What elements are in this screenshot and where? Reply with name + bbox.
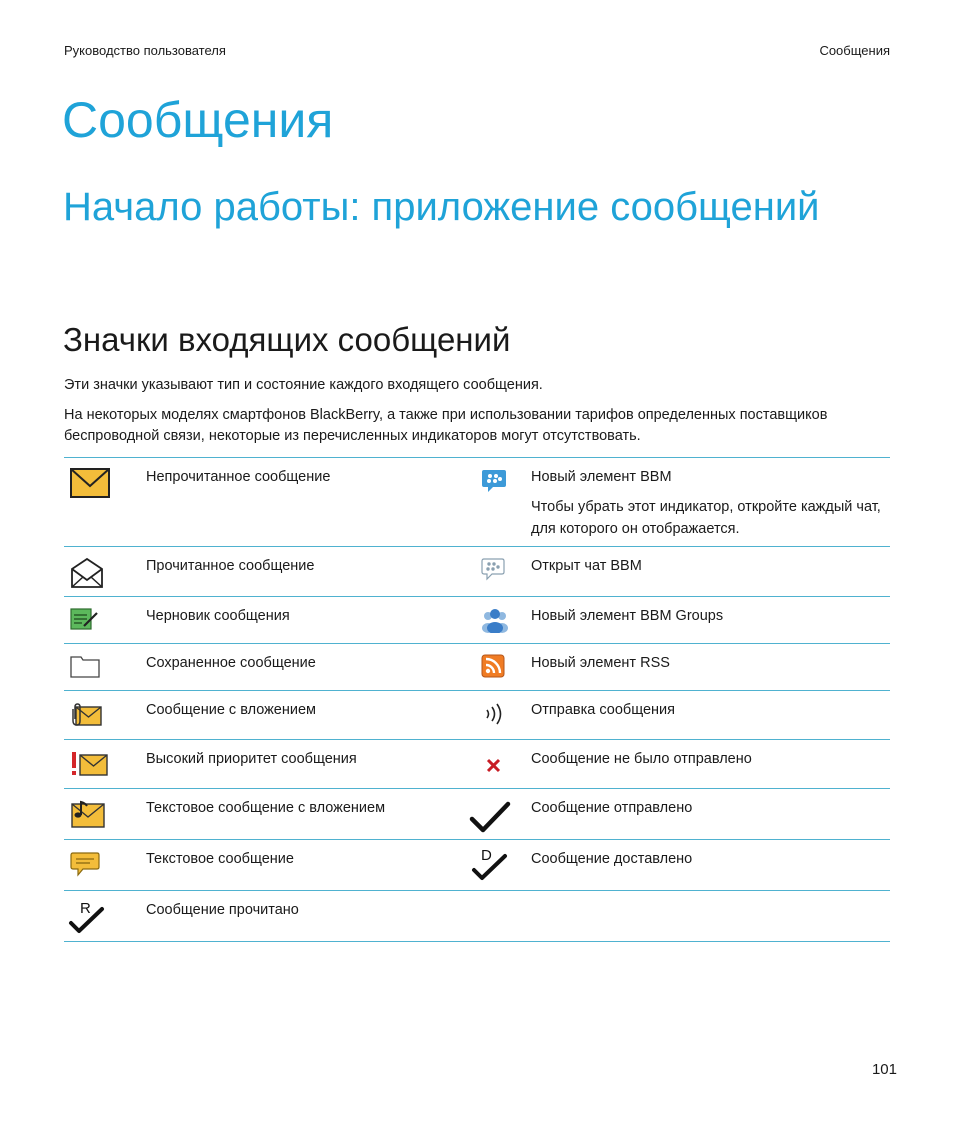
table-row	[64, 547, 890, 597]
table-row	[64, 840, 890, 891]
page-number: 101	[871, 1061, 897, 1078]
bbm-new-icon	[481, 468, 507, 494]
sent-check-icon	[469, 801, 511, 835]
page-title: Сообщения	[62, 92, 334, 148]
svg-text:D: D	[481, 847, 492, 864]
opened-envelope-icon	[70, 557, 104, 589]
priority-envelope-icon	[70, 750, 108, 778]
table-cell: Новый элемент RSS	[531, 655, 670, 671]
table-cell: Сообщение отправлено	[531, 800, 693, 816]
table-row	[64, 789, 890, 840]
table-cell: Черновик сообщения	[146, 608, 290, 624]
table-cell: Текстовое сообщение с вложением	[146, 800, 386, 816]
section-title: Значки входящих сообщений	[63, 321, 511, 358]
table-cell: Сообщение доставлено	[531, 851, 693, 867]
icons-table	[64, 457, 890, 942]
table-cell: Непрочитанное сообщение	[146, 469, 331, 485]
table-cell: Сохраненное сообщение	[146, 655, 316, 671]
draft-icon	[70, 607, 100, 631]
table-row	[64, 691, 890, 740]
intro-paragraph: Эти значки указывают тип и состояние каждого входящего сообщения.	[64, 377, 543, 393]
table-cell: Текстовое сообщение	[146, 851, 294, 867]
table-row	[64, 597, 890, 644]
table-row	[64, 740, 890, 789]
rss-icon	[481, 654, 505, 678]
table-cell: Новый элемент BBM Чтобы убрать этот индикатор, откройте каждый чат, для которого он отображается.	[531, 469, 881, 537]
not-sent-icon	[481, 750, 507, 776]
mms-envelope-icon	[70, 799, 106, 829]
table-cell: Отправка сообщения	[531, 702, 675, 718]
table-row	[64, 458, 890, 547]
table-cell: Открыт чат BBM	[531, 558, 642, 574]
table-cell: Сообщение с вложением	[146, 702, 317, 718]
read-check-icon	[68, 899, 108, 937]
table-cell	[531, 891, 890, 941]
table-cell: Сообщение прочитано	[146, 902, 299, 918]
sending-icon	[481, 701, 507, 727]
bbm-chat-icon	[481, 557, 505, 581]
table-row	[64, 891, 890, 942]
sms-bubble-icon	[70, 850, 100, 878]
unread-envelope-icon	[70, 468, 110, 498]
attachment-envelope-icon	[70, 701, 102, 727]
svg-text:R: R	[80, 900, 91, 917]
table-row	[64, 644, 890, 691]
table-cell: Прочитанное сообщение	[146, 558, 315, 574]
note-paragraph: На некоторых моделях смартфонов BlackBerry, а также при использовании тарифов определенных поставщиков беспроводной связи, некоторые из перечисленных индикаторов могут отсутствовать.	[64, 407, 828, 444]
table-cell: Сообщение не было отправлено	[531, 751, 752, 767]
table-cell: Новый элемент BBM Groups	[531, 608, 724, 624]
table-cell: Высокий приоритет сообщения	[146, 751, 357, 767]
bbm-groups-icon	[481, 607, 509, 633]
page-subtitle: Начало работы: приложение сообщений	[63, 185, 820, 229]
folder-icon	[70, 654, 100, 678]
delivered-check-icon	[471, 846, 511, 882]
running-header-right: Сообщения	[819, 43, 890, 58]
running-header-left: Руководство пользователя	[64, 43, 226, 58]
